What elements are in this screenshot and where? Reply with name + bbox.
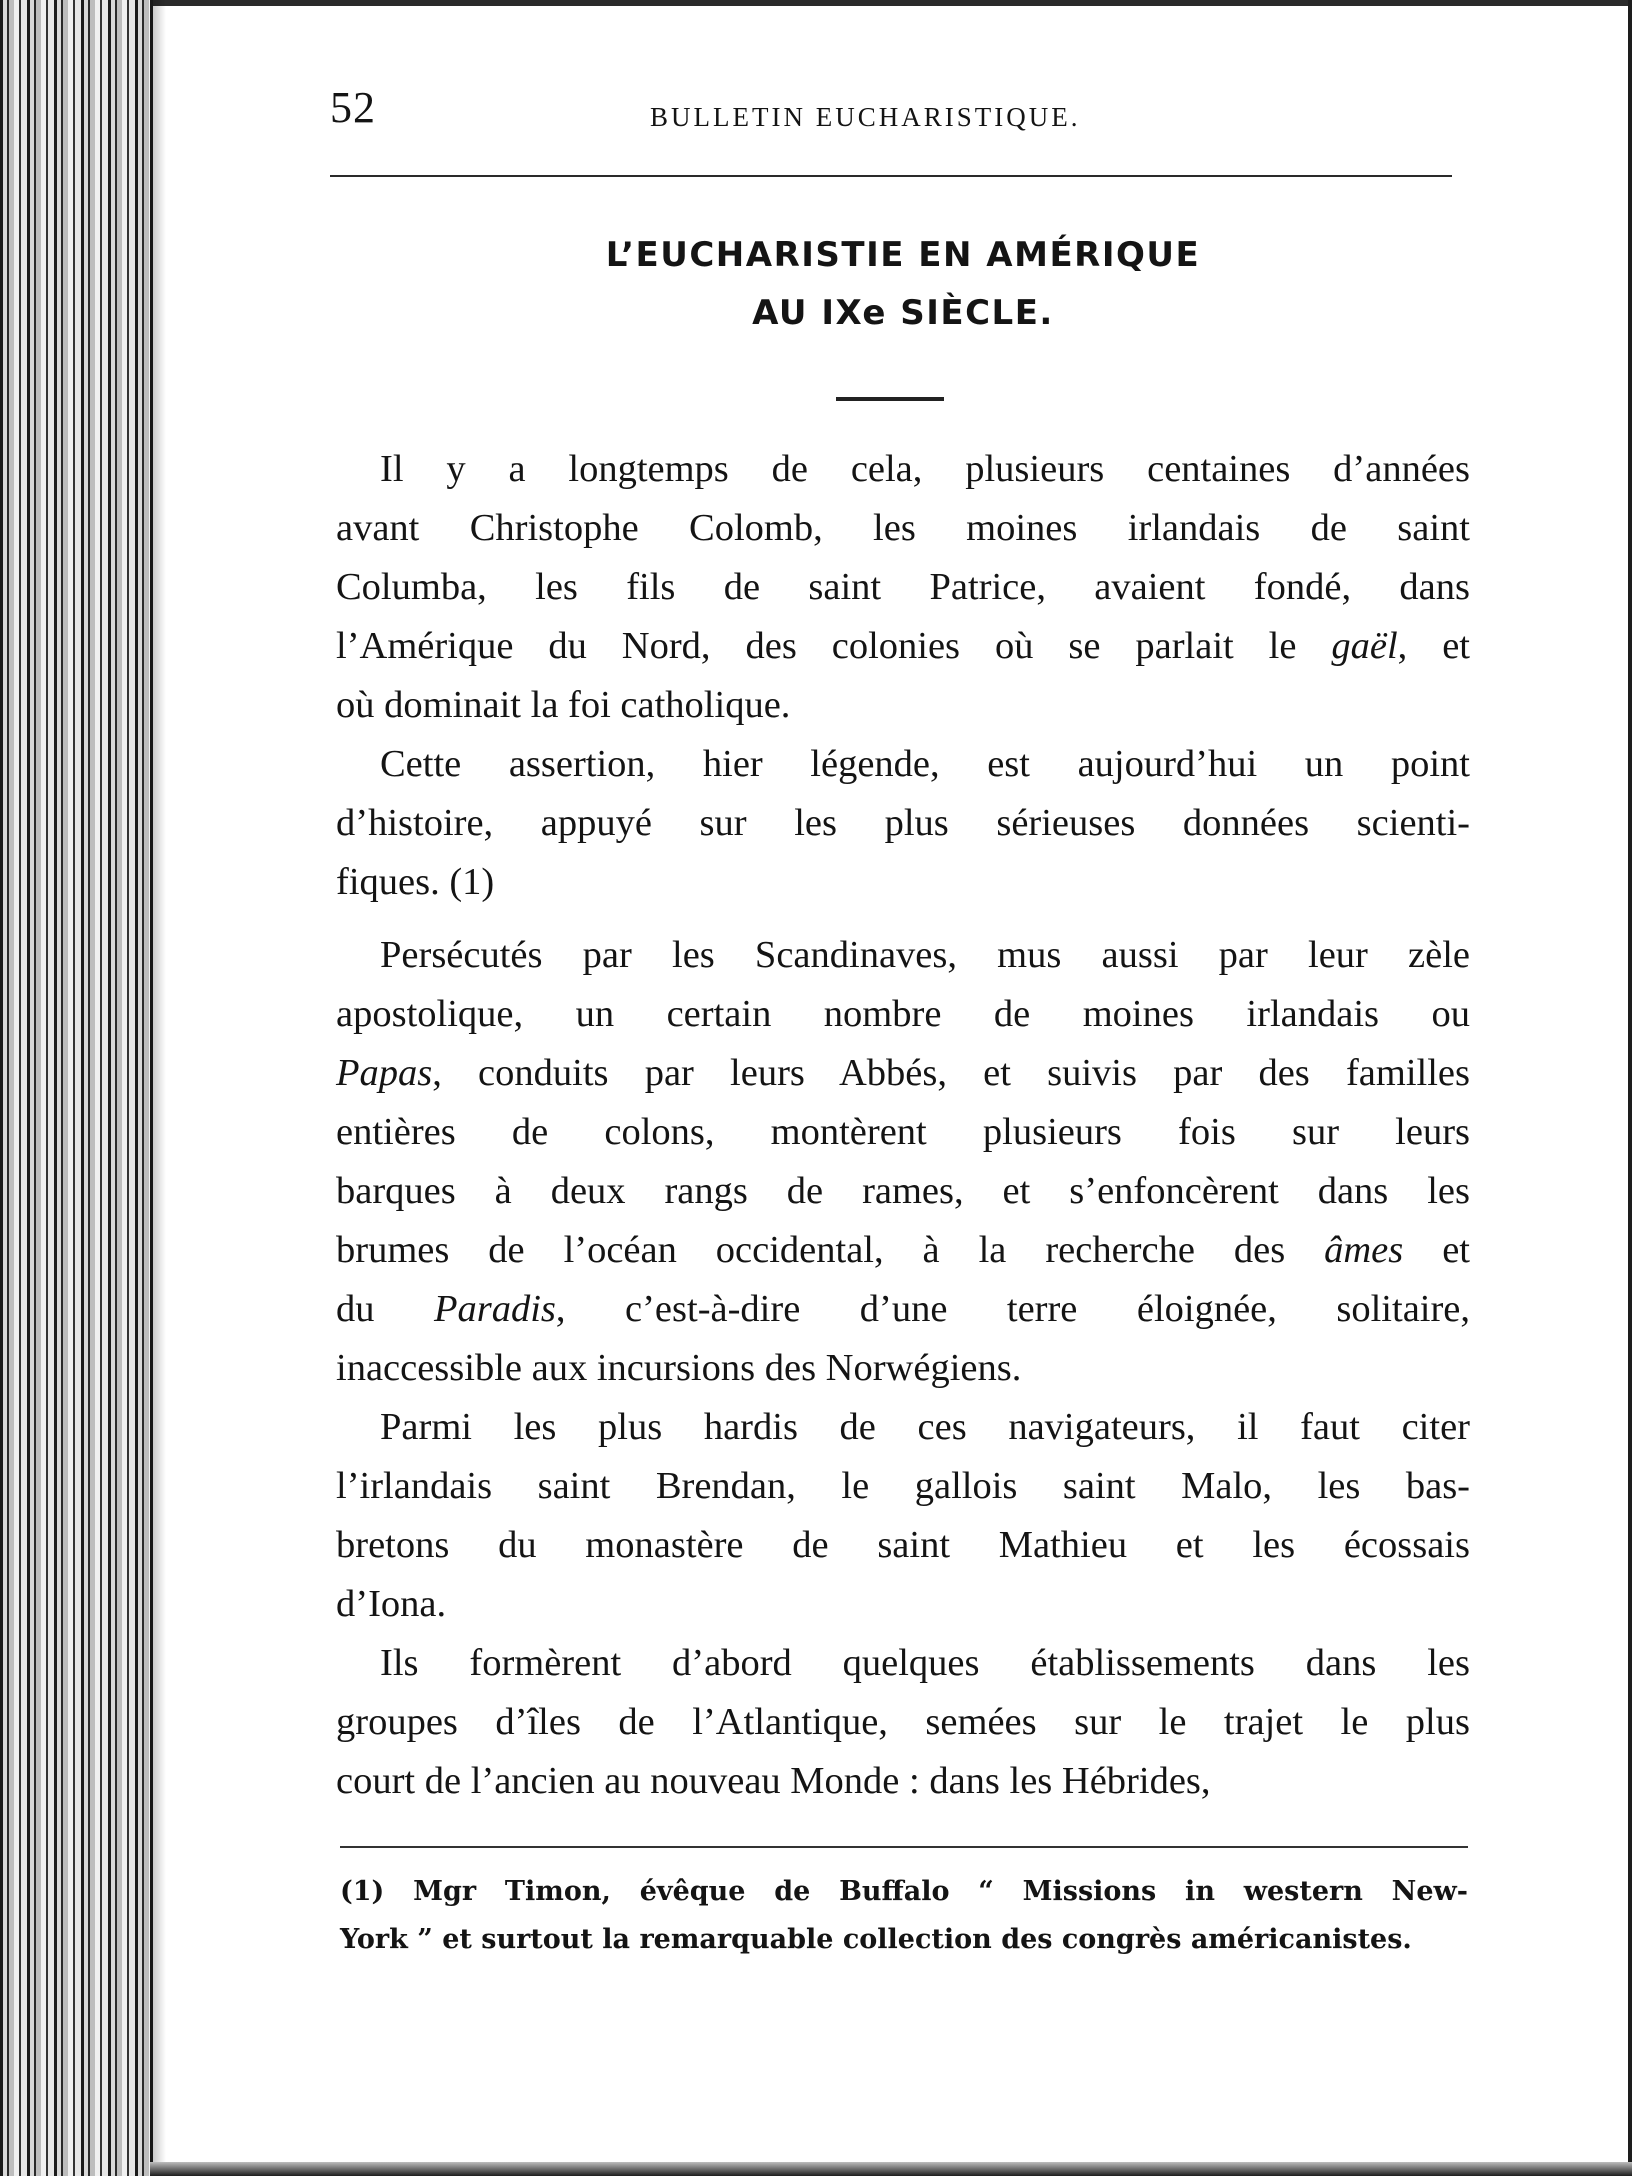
page-bottom-edge (150, 2162, 1632, 2176)
text-line: Cette assertion, hier légende, est aujourd’hui un point (380, 743, 1470, 785)
paragraph (336, 1634, 1470, 1811)
italic-word: Papas (336, 1052, 433, 1094)
footnote-rule (340, 1846, 1468, 1848)
text-line: groupes d’îles de l’Atlantique, semées sur le trajet le plus (336, 1701, 1470, 1743)
paragraph-gap (336, 912, 1470, 926)
page-right-edge (1628, 0, 1632, 2176)
text-segment: , et (1397, 625, 1470, 667)
text-line: fiques. (1) (336, 861, 495, 903)
paragraph (336, 926, 1470, 1398)
book-binding-edge (0, 0, 153, 2176)
text-line: Persécutés par les Scandinaves, mus aussi par leur zèle (380, 934, 1470, 976)
text-segment: et (1403, 1229, 1470, 1271)
paragraph (336, 440, 1470, 735)
text-line: apostolique, un certain nombre de moines irlandais ou (336, 993, 1470, 1035)
page-top-edge (0, 0, 1632, 6)
italic-word: Paradis (433, 1288, 556, 1330)
header-rule (330, 175, 1452, 177)
italic-word: âmes (1324, 1229, 1404, 1271)
text-line: Parmi les plus hardis de ces navigateurs, il faut citer (380, 1406, 1470, 1448)
text-line: avant Christophe Colomb, les moines irlandais de saint (336, 507, 1470, 549)
text-line: Il y a longtemps de cela, plusieurs centaines d’années (380, 448, 1470, 490)
page-number: 52 (330, 83, 376, 132)
text-line (336, 1221, 1470, 1280)
running-head (330, 82, 1470, 142)
text-line: Columba, les fils de saint Patrice, avaient fondé, dans (336, 566, 1470, 608)
text-line: Ils formèrent d’abord quelques établissements dans les (380, 1642, 1470, 1684)
running-title: BULLETIN EUCHARISTIQUE. (650, 102, 1081, 132)
text-line: court de l’ancien au nouveau Monde : dans les Hébrides, (336, 1760, 1211, 1802)
footnote-line-1: (1) Mgr Timon, évêque de Buffalo “ Missions in western New- (340, 1876, 1468, 1907)
text-line: bretons du monastère de saint Mathieu et les écossais (336, 1524, 1470, 1566)
text-line: d’histoire, appuyé sur les plus sérieuses données scienti- (336, 802, 1470, 844)
text-line: barques à deux rangs de rames, et s’enfoncèrent dans les (336, 1170, 1470, 1212)
paragraph (336, 735, 1470, 912)
text-segment: du (336, 1288, 434, 1330)
article-body (336, 440, 1470, 1811)
footnote-line-2: York ” et surtout la remarquable collection des congrès américanistes. (340, 1924, 1412, 1955)
text-line (336, 617, 1470, 676)
text-line: inaccessible aux incursions des Norwégiens. (336, 1347, 1022, 1389)
text-line: d’Iona. (336, 1583, 447, 1625)
text-line (336, 1280, 1470, 1339)
article-title-line-2: AU IXe SIÈCLE. (752, 293, 1054, 333)
article-title (336, 226, 1470, 342)
text-segment: l’Amérique du Nord, des colonies où se parlait le (336, 625, 1332, 667)
title-divider (836, 397, 944, 401)
text-line (336, 1044, 1470, 1103)
footnote (340, 1868, 1468, 1964)
text-segment: brumes de l’océan occidental, à la recherche des (336, 1229, 1325, 1271)
text-line: où dominait la foi catholique. (336, 684, 791, 726)
italic-word: gaël (1331, 625, 1398, 667)
text-line: l’irlandais saint Brendan, le gallois saint Malo, les bas- (336, 1465, 1470, 1507)
article-title-line-1: L’EUCHARISTIE EN AMÉRIQUE (605, 235, 1201, 275)
text-segment: , conduits par leurs Abbés, et suivis par des familles (432, 1052, 1470, 1094)
text-segment: , c’est-à-dire d’une terre éloignée, solitaire, (555, 1288, 1471, 1330)
text-line: entières de colons, montèrent plusieurs fois sur leurs (336, 1111, 1470, 1153)
paragraph (336, 1398, 1470, 1634)
